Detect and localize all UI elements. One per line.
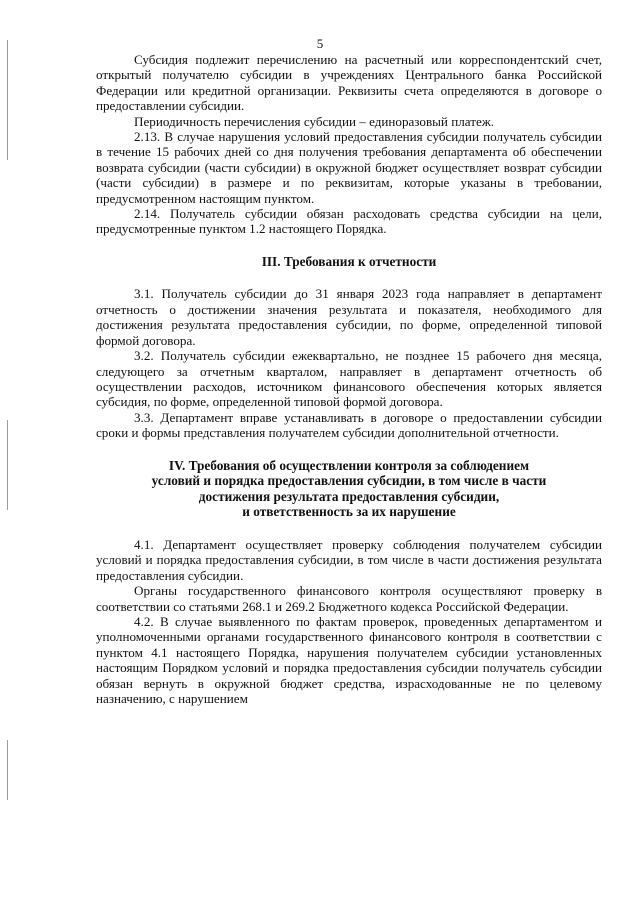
section-4-heading bbox=[96, 458, 602, 520]
scan-edge-line bbox=[7, 40, 8, 160]
paragraph-3-3: 3.3. Департамент вправе устанавливать в договоре о предоставлении субсидии сроки и формы представления получателем субсидии дополнительной отчетности. bbox=[96, 409, 602, 441]
section-4-heading-line: IV. Требования об осуществлении контроля за соблюдением bbox=[168, 457, 530, 473]
section-3-heading: III. Требования к отчетности bbox=[261, 253, 437, 269]
section-4-heading-line: условий и порядка предоставления субсидии, в том числе в части bbox=[151, 473, 547, 489]
scan-edge-line bbox=[7, 420, 8, 510]
paragraph-4-2: 4.2. В случае выявленного по фактам проверок, проведенных департаментом и уполномоченными органами государственного финансового контроля в соответствии с пунктом 4.1 настоящего Порядка, нарушения получателем субсидии установленных настоящим Порядком условий и порядка предоставления субсидии получатель субсидии обязан вернуть в окружной бюджет средства, израсходованные не по целевому назначению, с нарушением bbox=[96, 613, 602, 706]
paragraph-subsidy-transfer: Субсидия подлежит перечислению на расчетный или корреспондентский счет, открытый получателю субсидии в учреждениях Центрального банка Российской Федерации или кредитной организации. Реквизиты счета определяются в договоре о предоставлении субсидии. bbox=[96, 52, 602, 114]
section-4-heading-line: и ответственность за их нарушение bbox=[242, 504, 456, 520]
paragraph-control-bodies: Органы государственного финансового контроля осуществляют проверку в соответствии со статьями 268.1 и 269.2 Бюджетного кодекса Российской Федерации. bbox=[96, 583, 602, 614]
section-4-heading-line: достижения результата предоставления субсидии, bbox=[198, 488, 500, 504]
paragraph-2-13: 2.13. В случае нарушения условий предоставления субсидии получатель субсидии в течение 15 рабочих дней со дня получения требования департамента об обеспечении возврата субсидии (части субсидии) в окружной бюджет осуществляет возврат субсидии (части субсидии) в размере и по реквизитам, которые указаны в требовании, предусмотренном настоящим пунктом. bbox=[96, 129, 602, 206]
page-number: 5 bbox=[316, 36, 324, 51]
paragraph-3-2: 3.2. Получатель субсидии ежеквартально, не позднее 15 рабочего дня месяца, следующего за отчетным кварталом, направляет в департамент отчетность об осуществлении расходов, источником финансового обеспечения которых является субсидия, по форме, определенной типовой формой договора. bbox=[96, 348, 602, 410]
scan-edge-line bbox=[7, 740, 8, 800]
document-body bbox=[96, 52, 602, 706]
paragraph-4-1: 4.1. Департамент осуществляет проверку соблюдения получателем субсидии условий и порядка предоставления субсидии, в том числе в части достижения результата предоставления субсидии. bbox=[96, 536, 602, 583]
paragraph-2-14: 2.14. Получатель субсидии обязан расходовать средства субсидии на цели, предусмотренные пунктом 1.2 настоящего Порядка. bbox=[96, 206, 602, 237]
paragraph-3-1: 3.1. Получатель субсидии до 31 января 2023 года направляет в департамент отчетность о достижении значения результата и показателя, необходимого для достижения результата предоставления субсидии, по форме, определенной типовой формой договора. bbox=[96, 286, 602, 348]
paragraph-payment-frequency: Периодичность перечисления субсидии – единоразовый платеж. bbox=[134, 113, 495, 129]
